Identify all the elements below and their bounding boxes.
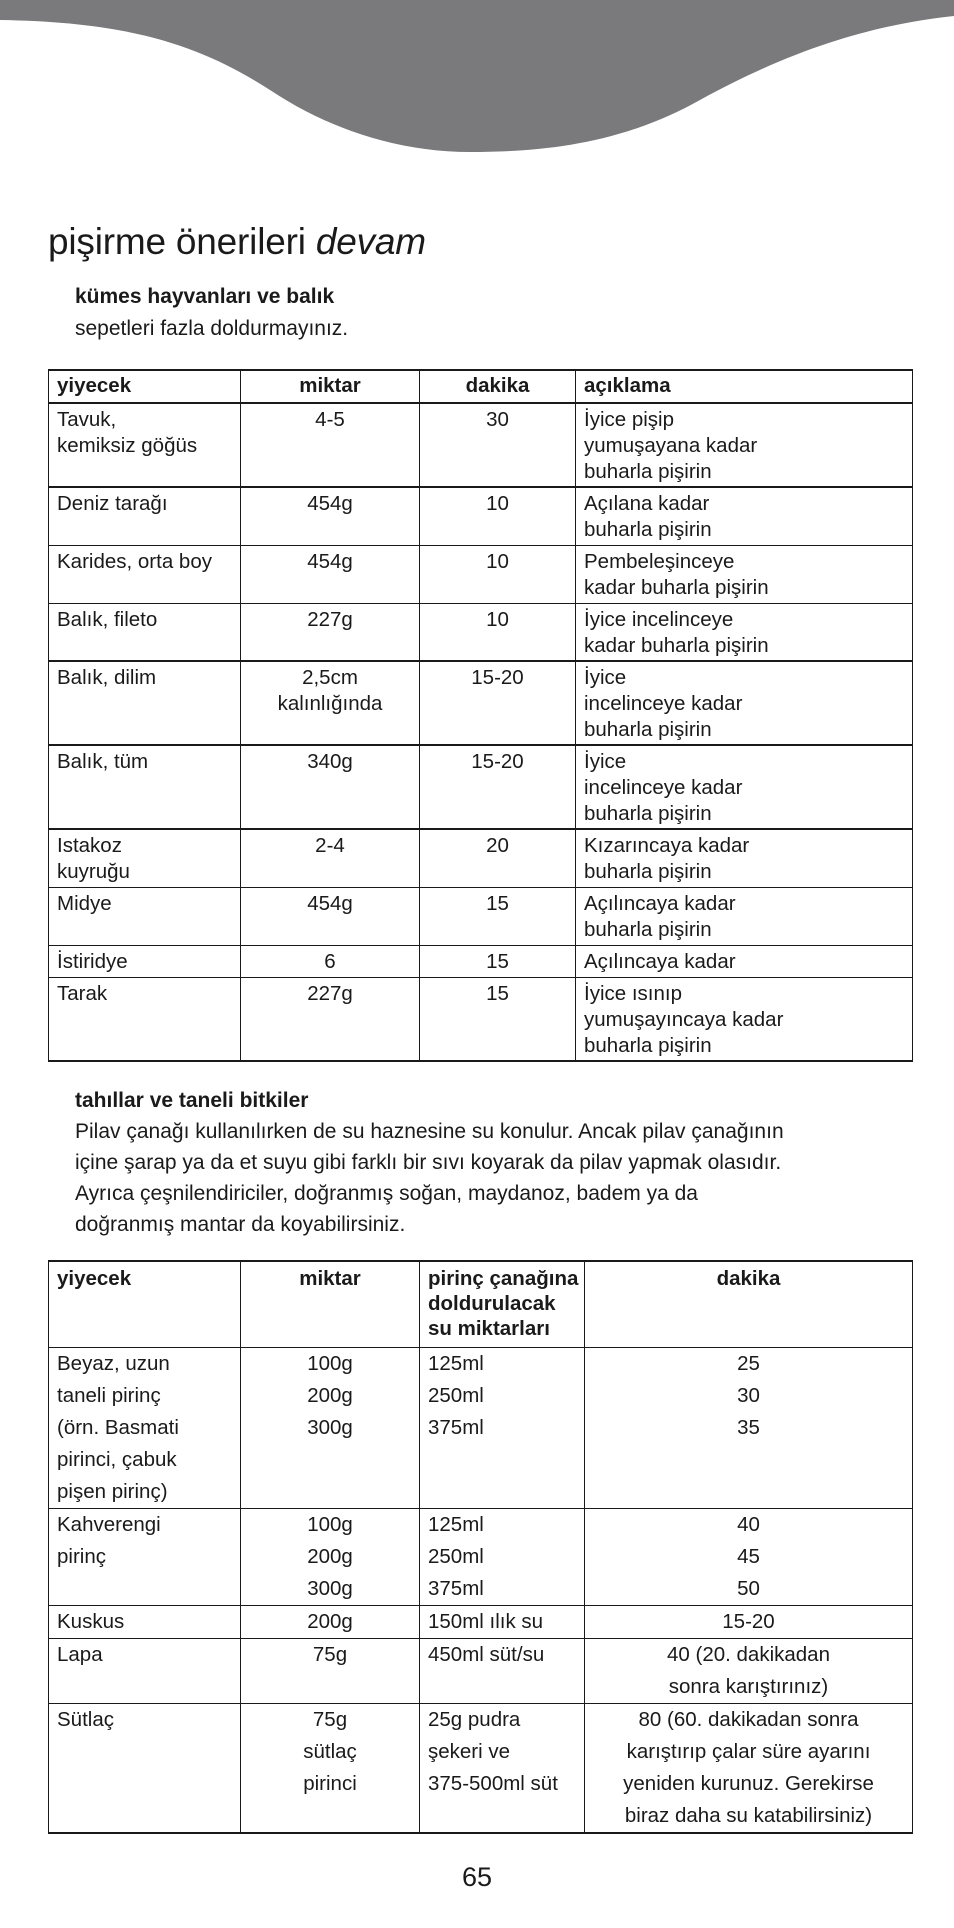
minutes-cell-line: 45 bbox=[737, 1545, 760, 1568]
description-cell bbox=[576, 603, 913, 661]
food-cell bbox=[49, 1704, 241, 1834]
description-cell bbox=[576, 403, 913, 487]
food-cell bbox=[49, 887, 241, 945]
description-cell-line: buharla pişirin bbox=[584, 860, 712, 883]
minutes-cell: 10 bbox=[420, 545, 576, 603]
description-cell bbox=[576, 487, 913, 545]
water-cell-line: 25g pudra bbox=[428, 1708, 521, 1731]
section-note-poultry-fish: sepetleri fazla doldurmayınız. bbox=[75, 317, 349, 340]
amount-cell-line: 454g bbox=[307, 549, 353, 573]
table-row bbox=[49, 945, 913, 977]
description-cell-line: incelinceye kadar bbox=[584, 692, 743, 715]
minutes-cell: 15-20 bbox=[420, 745, 576, 829]
amount-cell-line: 200g bbox=[307, 1610, 353, 1633]
food-cell bbox=[49, 661, 241, 745]
water-cell bbox=[420, 1704, 585, 1834]
minutes-cell bbox=[585, 1606, 913, 1639]
description-cell-line: Pembeleşinceye bbox=[584, 549, 735, 573]
food-cell bbox=[49, 1348, 241, 1509]
header-food: yiyecek bbox=[49, 1261, 241, 1348]
amount-cell-line: sütlaç bbox=[303, 1740, 357, 1763]
header-wave-decoration bbox=[0, 0, 954, 160]
page-title bbox=[48, 216, 426, 268]
table-row bbox=[49, 1639, 913, 1704]
food-cell bbox=[49, 829, 241, 887]
amount-cell-line: 300g bbox=[307, 1577, 353, 1600]
food-cell bbox=[49, 603, 241, 661]
water-cell-line: 450ml süt/su bbox=[428, 1643, 545, 1666]
food-cell-line: Lapa bbox=[57, 1643, 103, 1666]
amount-cell-line: kalınlığında bbox=[277, 692, 383, 715]
table-row bbox=[49, 1509, 913, 1606]
water-cell bbox=[420, 1348, 585, 1509]
food-cell-line: Balık, fileto bbox=[57, 607, 158, 631]
description-cell-line: Açılıncaya kadar bbox=[584, 891, 736, 915]
description-cell-line: buharla pişirin bbox=[584, 917, 712, 941]
description-cell-line: buharla pişirin bbox=[584, 802, 712, 825]
food-cell-line: Balık, dilim bbox=[57, 666, 157, 689]
food-cell-line: Kuskus bbox=[57, 1610, 125, 1633]
minutes-cell: 20 bbox=[420, 829, 576, 887]
food-cell-line: kuyruğu bbox=[57, 860, 130, 883]
food-cell bbox=[49, 545, 241, 603]
food-cell-line: kemiksiz göğüs bbox=[57, 434, 198, 457]
description-cell-line: İyice ısınıp bbox=[584, 981, 682, 1005]
water-cell-line: 250ml bbox=[428, 1545, 484, 1568]
description-cell bbox=[576, 745, 913, 829]
water-cell bbox=[420, 1509, 585, 1606]
description-cell-line: İyice pişip bbox=[584, 408, 675, 431]
food-cell-line: Sütlaç bbox=[57, 1708, 114, 1731]
table-row bbox=[49, 1348, 913, 1509]
description-cell-line: buharla pişirin bbox=[584, 460, 712, 483]
minutes-cell: 15 bbox=[420, 945, 576, 977]
food-cell bbox=[49, 1606, 241, 1639]
description-cell bbox=[576, 945, 913, 977]
table-row bbox=[49, 1704, 913, 1834]
minutes-cell-line: karıştırıp çalar süre ayarını bbox=[626, 1740, 871, 1763]
food-cell-line: (örn. Basmati bbox=[57, 1416, 179, 1439]
minutes-cell-line: 40 bbox=[737, 1513, 760, 1536]
grains-text-line: doğranmış mantar da koyabilirsiniz. bbox=[75, 1213, 406, 1236]
grains-text-line: Ayrıca çeşnilendiriciler, doğranmış soğan, maydanoz, badem ya da bbox=[75, 1182, 698, 1205]
description-cell-line: Açılana kadar bbox=[584, 492, 710, 515]
food-cell-line: Karides, orta boy bbox=[57, 549, 212, 573]
table-row bbox=[49, 487, 913, 545]
table-row bbox=[49, 977, 913, 1061]
minutes-cell-line: 50 bbox=[737, 1577, 760, 1600]
description-cell bbox=[576, 977, 913, 1061]
amount-cell-line: 75g bbox=[312, 1643, 348, 1666]
food-cell-line: Kahverengi bbox=[57, 1513, 161, 1536]
amount-cell-line: 6 bbox=[324, 949, 336, 973]
description-cell-line: Açılıncaya kadar bbox=[584, 949, 736, 973]
description-cell-line: Kızarıncaya kadar bbox=[584, 834, 750, 857]
description-cell-line: buharla pişirin bbox=[584, 718, 712, 741]
amount-cell-line: 100g bbox=[307, 1513, 353, 1536]
food-cell bbox=[49, 487, 241, 545]
food-cell-line: Beyaz, uzun bbox=[57, 1352, 170, 1375]
food-cell-line: Tarak bbox=[57, 981, 108, 1005]
description-cell-line: kadar buharla pişirin bbox=[584, 575, 769, 599]
description-cell-line: incelinceye kadar bbox=[584, 776, 743, 799]
header-amount: miktar bbox=[241, 1261, 420, 1348]
header-minutes: dakika bbox=[420, 370, 576, 403]
amount-cell bbox=[241, 603, 420, 661]
minutes-cell-line: 30 bbox=[737, 1384, 760, 1407]
header-amount: miktar bbox=[241, 370, 420, 403]
food-cell-line: pirinci, çabuk bbox=[57, 1448, 177, 1471]
amount-cell bbox=[241, 487, 420, 545]
water-cell-line: şekeri ve bbox=[428, 1740, 511, 1763]
amount-cell-line: 300g bbox=[307, 1416, 353, 1439]
description-cell bbox=[576, 661, 913, 745]
minutes-cell: 10 bbox=[420, 603, 576, 661]
minutes-cell: 15-20 bbox=[420, 661, 576, 745]
food-cell bbox=[49, 745, 241, 829]
amount-cell bbox=[241, 1704, 420, 1834]
water-cell-line: 125ml bbox=[428, 1513, 484, 1536]
section-text-grains bbox=[75, 1116, 905, 1240]
section-heading-grains: tahıllar ve taneli bitkiler bbox=[75, 1089, 309, 1112]
table-row bbox=[49, 745, 913, 829]
amount-cell-line: 4-5 bbox=[315, 408, 345, 431]
description-cell bbox=[576, 545, 913, 603]
description-cell-line: İyice bbox=[584, 750, 627, 773]
minutes-cell-line: 25 bbox=[737, 1352, 760, 1375]
minutes-cell bbox=[585, 1704, 913, 1834]
food-cell bbox=[49, 977, 241, 1061]
amount-cell bbox=[241, 545, 420, 603]
water-cell-line: 375ml bbox=[428, 1416, 484, 1439]
water-cell-line: 375-500ml süt bbox=[428, 1772, 558, 1795]
minutes-cell-line: 40 (20. dakikadan bbox=[667, 1643, 830, 1666]
food-cell-line: Midye bbox=[57, 891, 112, 915]
table-row bbox=[49, 545, 913, 603]
minutes-cell-line: 15-20 bbox=[722, 1610, 775, 1633]
food-cell bbox=[49, 403, 241, 487]
water-cell-line: 250ml bbox=[428, 1384, 484, 1407]
amount-cell-line: 340g bbox=[307, 750, 353, 773]
amount-cell-line: 75g bbox=[312, 1708, 348, 1731]
table-row bbox=[49, 661, 913, 745]
amount-cell bbox=[241, 829, 420, 887]
description-cell-line: yumuşayana kadar bbox=[584, 434, 758, 457]
amount-cell bbox=[241, 403, 420, 487]
minutes-cell-line: sonra karıştırınız) bbox=[668, 1675, 829, 1698]
amount-cell-line: 100g bbox=[307, 1352, 353, 1375]
description-cell-line: İyice incelinceye bbox=[584, 607, 734, 631]
header-water-line: doldurulacak bbox=[428, 1292, 556, 1315]
amount-cell-line: 2-4 bbox=[315, 834, 345, 857]
water-cell-line: 125ml bbox=[428, 1352, 484, 1375]
header-food: yiyecek bbox=[49, 370, 241, 403]
minutes-cell: 15 bbox=[420, 977, 576, 1061]
table-row bbox=[49, 887, 913, 945]
food-cell-line: Deniz tarağı bbox=[57, 492, 168, 515]
amount-cell-line: 2,5cm bbox=[302, 666, 358, 689]
header-water-line: su miktarları bbox=[428, 1317, 550, 1340]
amount-cell-line: 454g bbox=[307, 492, 353, 515]
food-cell bbox=[49, 1509, 241, 1606]
food-cell-line: Istakoz bbox=[57, 834, 122, 857]
minutes-cell: 15 bbox=[420, 887, 576, 945]
amount-cell-line: pirinci bbox=[303, 1772, 357, 1795]
water-cell-line: 375ml bbox=[428, 1577, 484, 1600]
amount-cell bbox=[241, 745, 420, 829]
description-cell-line: buharla pişirin bbox=[584, 1033, 712, 1057]
amount-cell-line: 454g bbox=[307, 891, 353, 915]
minutes-cell: 10 bbox=[420, 487, 576, 545]
description-cell-line: İyice bbox=[584, 666, 627, 689]
grains-table bbox=[48, 1260, 913, 1834]
table-row bbox=[49, 403, 913, 487]
amount-cell bbox=[241, 1509, 420, 1606]
grains-text-line: içine şarap ya da et suyu gibi farklı bir sıvı koyarak da pilav yapmak olasıdır. bbox=[75, 1151, 782, 1174]
header-water bbox=[420, 1261, 585, 1348]
amount-cell bbox=[241, 661, 420, 745]
amount-cell-line: 200g bbox=[307, 1545, 353, 1568]
food-cell-line: pirinç bbox=[57, 1545, 106, 1568]
table-row bbox=[49, 829, 913, 887]
amount-cell bbox=[241, 1639, 420, 1704]
minutes-cell-line: yeniden kurunuz. Gerekirse bbox=[623, 1772, 874, 1795]
amount-cell bbox=[241, 887, 420, 945]
page-number: 65 bbox=[461, 1862, 493, 1892]
minutes-cell-line: 35 bbox=[737, 1416, 760, 1439]
food-cell bbox=[49, 1639, 241, 1704]
description-cell-line: kadar buharla pişirin bbox=[584, 633, 769, 657]
minutes-cell bbox=[585, 1639, 913, 1704]
amount-cell bbox=[241, 945, 420, 977]
minutes-cell bbox=[585, 1348, 913, 1509]
water-cell bbox=[420, 1606, 585, 1639]
food-cell-line: İstiridye bbox=[57, 949, 128, 973]
amount-cell bbox=[241, 1348, 420, 1509]
food-cell-line: Balık, tüm bbox=[57, 750, 149, 773]
amount-cell bbox=[241, 1606, 420, 1639]
food-cell-line: pişen pirinç) bbox=[57, 1480, 168, 1503]
description-cell bbox=[576, 887, 913, 945]
header-description: açıklama bbox=[576, 370, 913, 403]
food-cell-line: taneli pirinç bbox=[57, 1384, 161, 1407]
amount-cell-line: 227g bbox=[307, 607, 353, 631]
amount-cell-line: 227g bbox=[307, 981, 353, 1005]
description-cell bbox=[576, 829, 913, 887]
description-cell-line: yumuşayıncaya kadar bbox=[584, 1007, 784, 1031]
minutes-cell: 30 bbox=[420, 403, 576, 487]
amount-cell-line: 200g bbox=[307, 1384, 353, 1407]
page-title-main: pişirme önerileri bbox=[48, 221, 316, 262]
minutes-cell-line: 80 (60. dakikadan sonra bbox=[638, 1708, 859, 1731]
page-title-italic: devam bbox=[315, 221, 426, 262]
minutes-cell bbox=[585, 1509, 913, 1606]
header-water-line: pirinç çanağına bbox=[428, 1267, 579, 1290]
food-cell-line: Tavuk, bbox=[57, 408, 117, 431]
table-row bbox=[49, 603, 913, 661]
header-minutes: dakika bbox=[585, 1261, 913, 1348]
water-cell bbox=[420, 1639, 585, 1704]
water-cell-line: 150ml ılık su bbox=[428, 1610, 544, 1633]
food-cell bbox=[49, 945, 241, 977]
minutes-cell-line: biraz daha su katabilirsiniz) bbox=[624, 1804, 873, 1827]
section-heading-poultry-fish: kümes hayvanları ve balık bbox=[75, 285, 335, 308]
amount-cell bbox=[241, 977, 420, 1061]
description-cell-line: buharla pişirin bbox=[584, 518, 712, 541]
grains-text-line: Pilav çanağı kullanılırken de su haznesine su konulur. Ancak pilav çanağının bbox=[75, 1120, 784, 1143]
table-row bbox=[49, 1606, 913, 1639]
poultry-fish-table bbox=[48, 369, 913, 1062]
